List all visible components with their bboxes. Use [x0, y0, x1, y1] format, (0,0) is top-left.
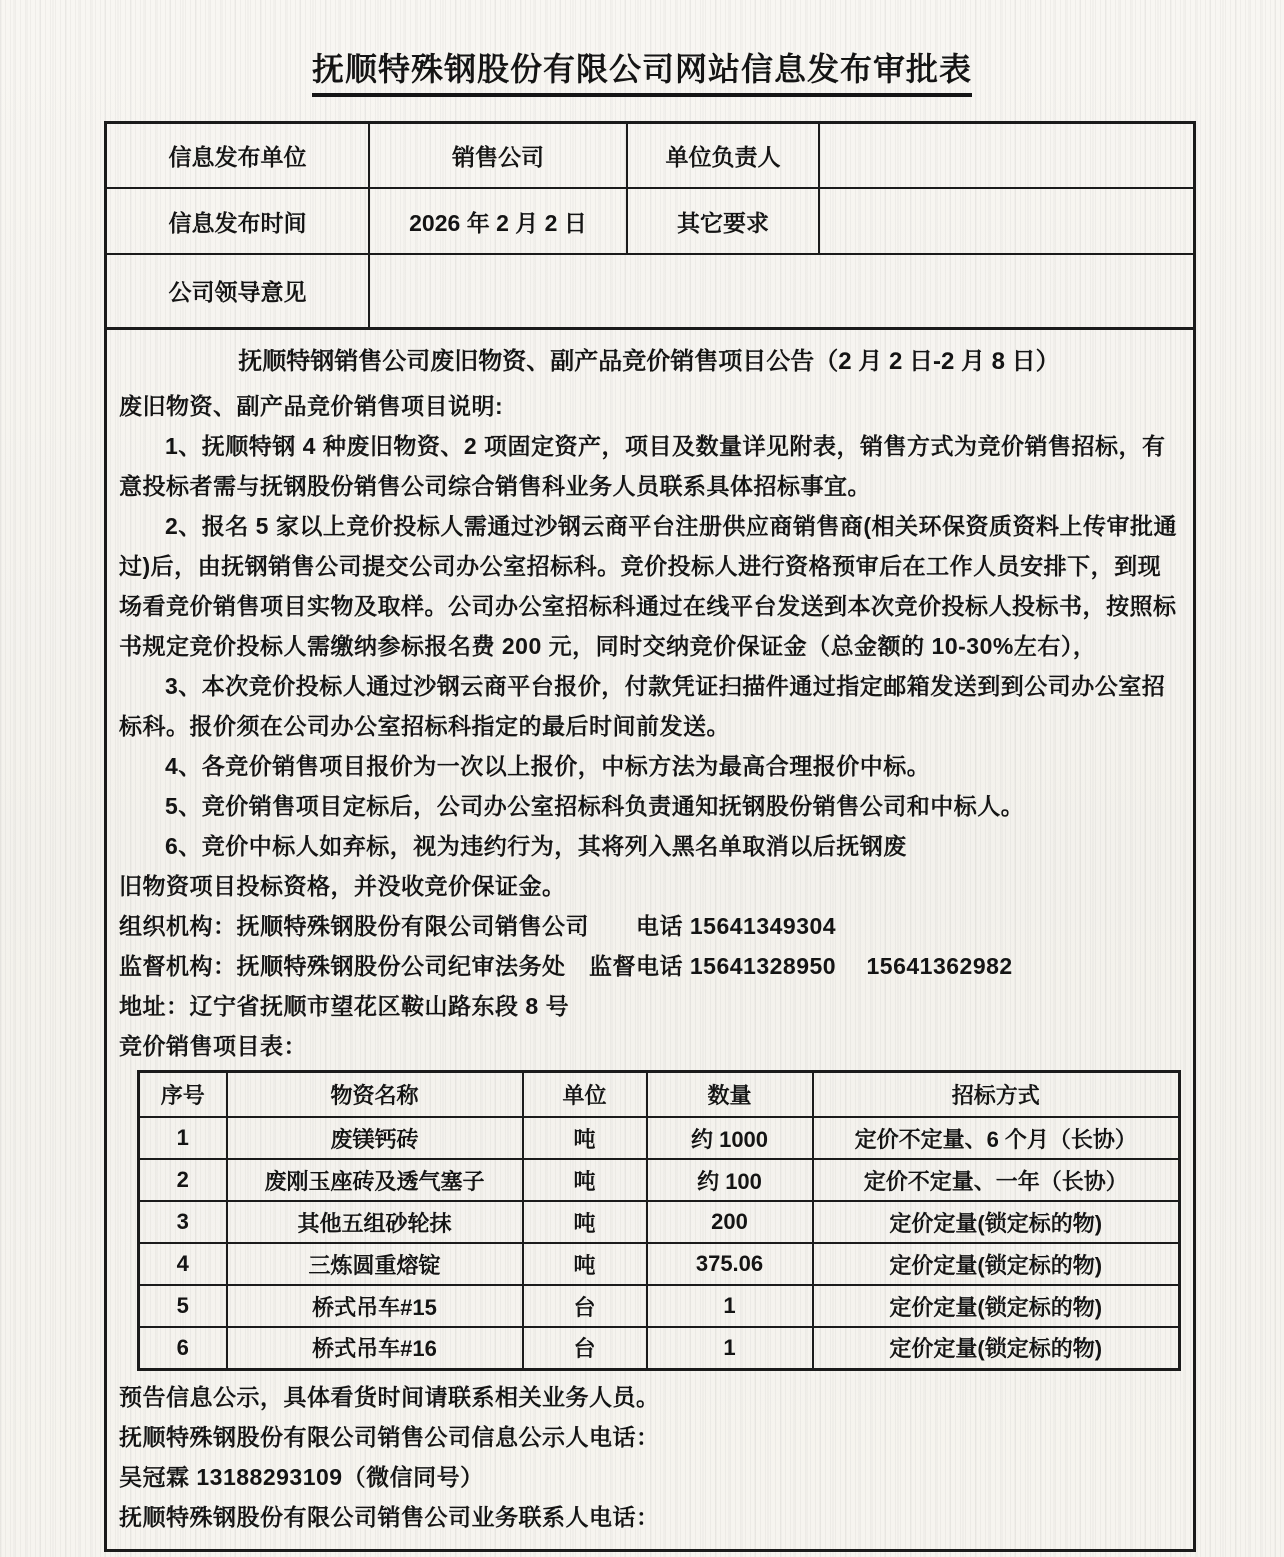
- cell-bid-method: 定价定量(锁定标的物): [813, 1201, 1180, 1243]
- unit-head-value: [819, 124, 1193, 188]
- contact-person-line: 吴冠霖 13188293109（微信同号）: [119, 1463, 484, 1490]
- announcement-paragraph-1: 1、抚顺特钢 4 种废旧物资、2 项固定资产，项目及数量详见附表，销售方式为竞价销售招标，有意投标者需与抚钢股份销售公司综合销售科业务人员联系具体招标事宜。: [119, 432, 1166, 499]
- cell-index: 5: [139, 1285, 227, 1327]
- cell-index: 2: [139, 1159, 227, 1201]
- cell-index: 3: [139, 1201, 227, 1243]
- unit-head-label: 单位负责人: [627, 124, 819, 188]
- cell-quantity: 1: [647, 1327, 813, 1369]
- cell-unit: 吨: [523, 1243, 647, 1285]
- announcement-intro: 废旧物资、副产品竞价销售项目说明:: [119, 392, 504, 419]
- header-row-leader-opinion: [107, 254, 1193, 328]
- cell-bid-method: 定价定量(锁定标的物): [813, 1285, 1180, 1327]
- col-header-index: 序号: [139, 1071, 227, 1117]
- document-title: 抚顺特殊钢股份有限公司网站信息发布审批表: [312, 44, 972, 97]
- announcement-paragraph-6: 6、竞价中标人如弃标，视为违约行为，其将列入黑名单取消以后抚钢废: [165, 832, 907, 859]
- cell-quantity: 1: [647, 1285, 813, 1327]
- table-row: [139, 1327, 1180, 1369]
- cell-material: 桥式吊车#15: [227, 1285, 523, 1327]
- publicist-phone-line: 抚顺特殊钢股份有限公司销售公司信息公示人电话：: [119, 1423, 660, 1450]
- table-row: [139, 1285, 1180, 1327]
- col-header-bid-method: 招标方式: [813, 1071, 1180, 1117]
- table-row: [139, 1117, 1180, 1159]
- col-header-material: 物资名称: [227, 1071, 523, 1117]
- cell-index: 1: [139, 1117, 227, 1159]
- announcement-paragraph-5: 5、竞价销售项目定标后，公司办公室招标科负责通知抚钢股份销售公司和中标人。: [165, 792, 1025, 819]
- announcement-paragraph-4: 4、各竞价销售项目报价为一次以上报价，中标方法为最高合理报价中标。: [165, 752, 931, 779]
- info-unit-label: 信息发布单位: [107, 124, 369, 188]
- project-table-caption: 竞价销售项目表：: [119, 1032, 307, 1059]
- address-line: 地址：辽宁省抚顺市望花区鞍山路东段 8 号: [119, 992, 570, 1019]
- other-req-value: [819, 188, 1193, 254]
- header-row-publish-time: [107, 188, 1193, 254]
- bidding-project-table: [137, 1070, 1181, 1371]
- leader-opinion-value: [369, 254, 1193, 328]
- cell-quantity: 375.06: [647, 1243, 813, 1285]
- cell-bid-method: 定价不定量、6 个月（长协）: [813, 1117, 1180, 1159]
- cell-index: 6: [139, 1327, 227, 1369]
- cell-unit: 吨: [523, 1201, 647, 1243]
- approval-header-table: [107, 124, 1193, 330]
- col-header-quantity: 数量: [647, 1071, 813, 1117]
- organization-line: 组织机构：抚顺特殊钢股份有限公司销售公司 电话 15641349304: [119, 912, 837, 939]
- table-row: [139, 1201, 1180, 1243]
- table-row: [139, 1159, 1180, 1201]
- cell-quantity: 约 1000: [647, 1117, 813, 1159]
- cell-material: 其他五组砂轮抹: [227, 1201, 523, 1243]
- project-table-header-row: [139, 1071, 1180, 1117]
- info-time-label: 信息发布时间: [107, 188, 369, 254]
- cell-unit: 台: [523, 1285, 647, 1327]
- header-row-publish-unit: [107, 124, 1193, 188]
- cell-bid-method: 定价不定量、一年（长协）: [813, 1159, 1180, 1201]
- cell-material: 废刚玉座砖及透气塞子: [227, 1159, 523, 1201]
- document-title-wrap: [0, 44, 1284, 97]
- cell-material: 三炼圆重熔锭: [227, 1243, 523, 1285]
- cell-material: 桥式吊车#16: [227, 1327, 523, 1369]
- announcement-paragraph-2: 2、报名 5 家以上竞价投标人需通过沙钢云商平台注册供应商销售商(相关环保资质资料上传审批通过)后，由抚钢销售公司提交公司办公室招标科。竞价投标人进行资格预审后在工作人员安排下，到现场看竞价销售项目实物及取样。公司办公室招标科通过在线平台发送到本次竞价投标人投标书，按照标书规定竞价投标人需缴纳参标报名费 200 元，同时交纳竞价保证金（总金额的 10-30%左右），: [119, 512, 1178, 659]
- business-contact-line: 抚顺特殊钢股份有限公司销售公司业务联系人电话：: [119, 1503, 660, 1530]
- supervision-line: 监督机构：抚顺特殊钢股份公司纪审法务处 监督电话 15641328950 15641362982: [119, 952, 1013, 979]
- preview-notice-line: 预告信息公示，具体看货时间请联系相关业务人员。: [119, 1383, 660, 1410]
- cell-material: 废镁钙砖: [227, 1117, 523, 1159]
- cell-bid-method: 定价定量(锁定标的物): [813, 1327, 1180, 1369]
- leader-opinion-label: 公司领导意见: [107, 254, 369, 328]
- table-row: [139, 1243, 1180, 1285]
- cell-bid-method: 定价定量(锁定标的物): [813, 1243, 1180, 1285]
- announcement-content: [107, 330, 1193, 1549]
- other-req-label: 其它要求: [627, 188, 819, 254]
- announcement-paragraph-6-continuation: 旧物资项目投标资格，并没收竞价保证金。: [119, 872, 566, 899]
- announcement-paragraph-3: 3、本次竞价投标人通过沙钢云商平台报价，付款凭证扫描件通过指定邮箱发送到到公司办公室招标科。报价须在公司办公室招标科指定的最后时间前发送。: [119, 672, 1166, 739]
- info-time-value: 2026 年 2 月 2 日: [369, 188, 627, 254]
- cell-unit: 吨: [523, 1117, 647, 1159]
- col-header-unit: 单位: [523, 1071, 647, 1117]
- cell-index: 4: [139, 1243, 227, 1285]
- info-unit-value: 销售公司: [369, 124, 627, 188]
- announcement-heading: 抚顺特钢销售公司废旧物资、副产品竞价销售项目公告（2 月 2 日-2 月 8 日）: [238, 347, 1060, 375]
- cell-quantity: 200: [647, 1201, 813, 1243]
- form-outer-border: [104, 121, 1196, 1552]
- cell-unit: 吨: [523, 1159, 647, 1201]
- cell-unit: 台: [523, 1327, 647, 1369]
- cell-quantity: 约 100: [647, 1159, 813, 1201]
